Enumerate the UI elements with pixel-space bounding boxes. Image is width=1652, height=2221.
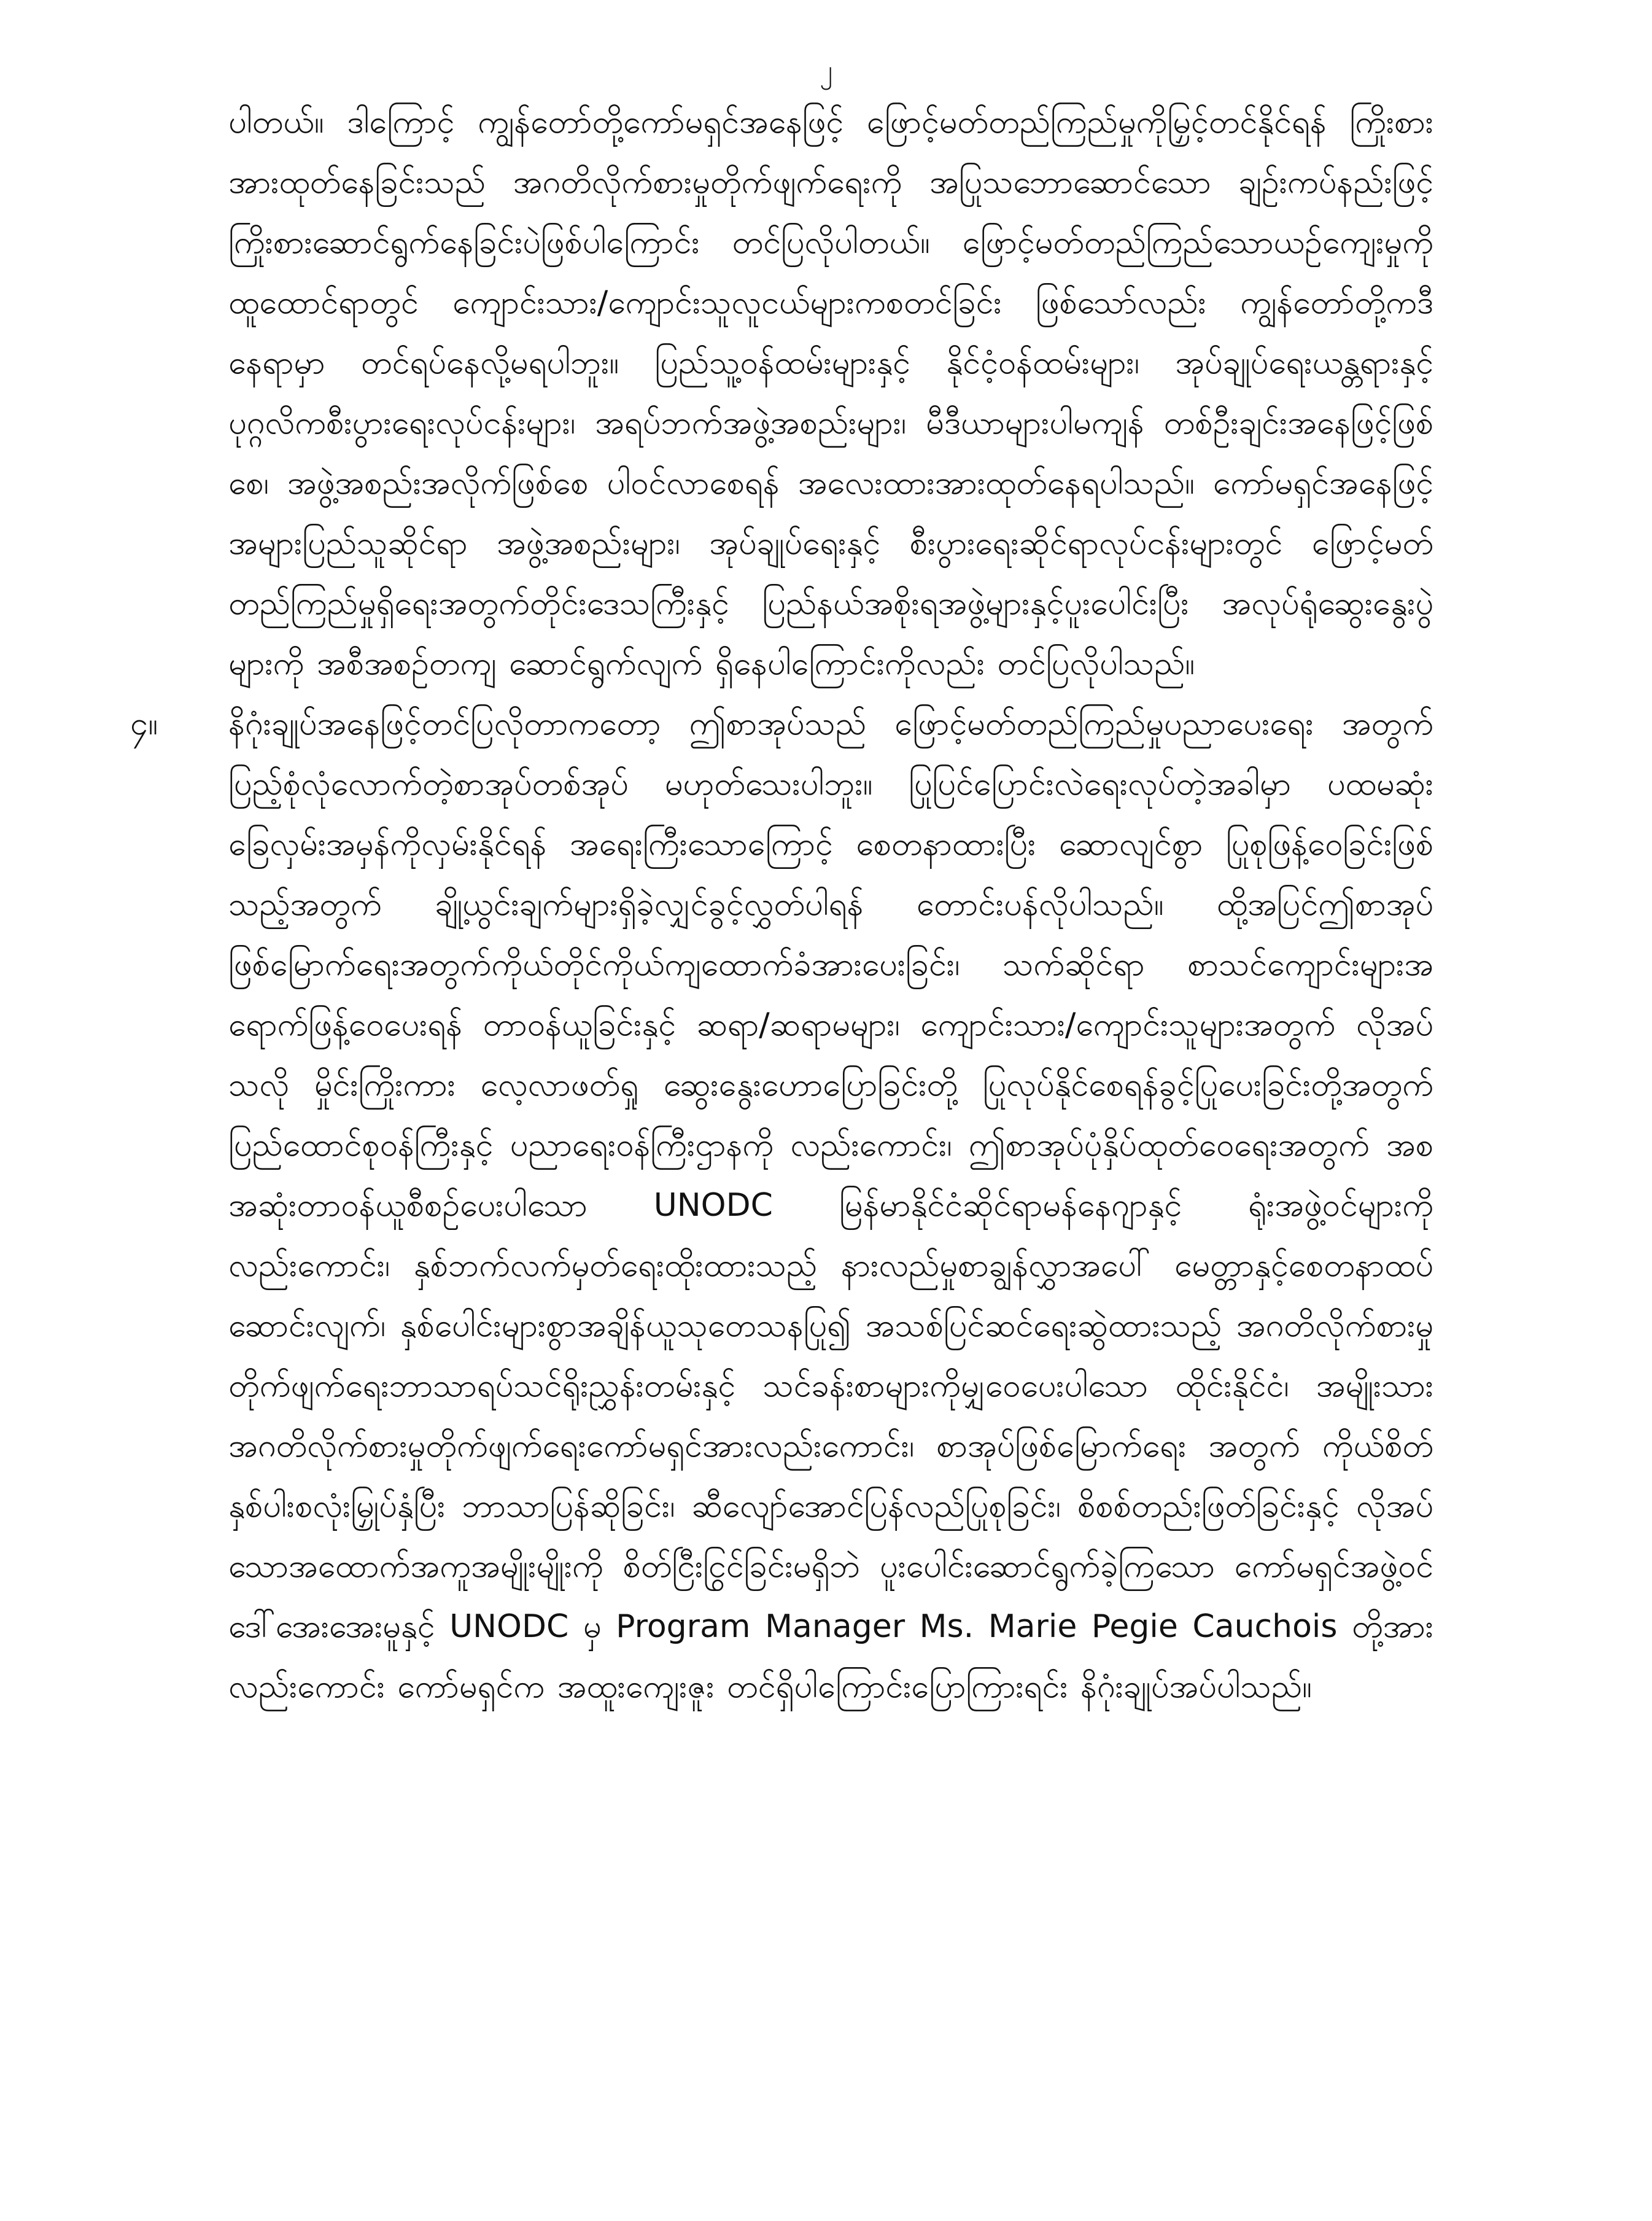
paragraph-text: နိဂုံးချုပ်အနေဖြင့်တင်ပြလိုတာကတော့ ဤစာအုပ်သည် ဖြောင့်မတ်တည်ကြည်မှုပညာပေးရေး အတွက် ပြည့်စုံလုံလောက်တဲ့စာအုပ်တစ်အုပ် မဟုတ်သေးပါဘူး။ ပြုပြင်ပြောင်းလဲရေးလုပ်တဲ့အခါမှာ ပထမဆုံးခြေလှမ်းအမှန်ကိုလှမ်းနိုင်ရန် အရေးကြီးသောကြောင့် စေတနာထားပြီး ဆောလျင်စွာ ပြုစုဖြန့်ဝေခြင်းဖြစ်သည့်အတွက် ချို့ယွင်းချက်များရှိခဲ့လျှင်ခွင့်လွှတ်ပါရန် တောင်းပန်လိုပါသည်။ ထို့အပြင်ဤစာအုပ်ဖြစ်မြောက်ရေးအတွက်ကိုယ်တိုင်ကိုယ်ကျထောက်ခံအားပေးခြင်း၊ သက်ဆိုင်ရာ စာသင်ကျောင်းများအရောက်ဖြန့်ဝေပေးရန် တာဝန်ယူခြင်းနှင့် ဆရာ/ဆရာမများ၊ ကျောင်းသား/ကျောင်းသူများအတွက် လိုအပ်သလို မှိုင်းကြိုးကား လေ့လာဖတ်ရှု ဆွေးနွေးဟောပြောခြင်းတို့ ပြုလုပ်နိုင်စေရန်ခွင့်ပြုပေးခြင်းတို့အတွက် ပြည်ထောင်စုဝန်ကြီးနှင့် ပညာရေးဝန်ကြီးဌာနကို လည်းကောင်း၊ ဤစာအုပ်ပုံနှိပ်ထုတ်ဝေရေးအတွက် အစအဆုံးတာဝန်ယူစီစဉ်ပေးပါသော UNODC မြန်မာနိုင်ငံဆိုင်ရာမန်နေဂျာနှင့် ရုံးအဖွဲ့ဝင်များကိုလည်းကောင်း၊ နှစ်ဘက်လက်မှတ်ရေးထိုးထားသည့် နားလည်မှုစာချွန်လွှာအပေါ် မေတ္တာနှင့်စေတနာထပ်ဆောင်းလျက်၊ နှစ်ပေါင်းများစွာအချိန်ယူသုတေသနပြု၍ အသစ်ပြင်ဆင်ရေးဆွဲထားသည့် အဂတိလိုက်စားမှု တိုက်ဖျက်ရေးဘာသာရပ်သင်ရိုးညွှန်းတမ်းနှင့် သင်ခန်းစာများကိုမျှဝေပေးပါသော ထိုင်းနိုင်ငံ၊ အမျိုးသားအဂတိလိုက်စားမှုတိုက်ဖျက်ရေးကော်မရှင်အားလည်းကောင်း၊ စာအုပ်ဖြစ်မြောက်ရေး အတွက် ကိုယ်စိတ်နှစ်ပါးစလုံးမြှုပ်နှံပြီး ဘာသာပြန်ဆိုခြင်း၊ ဆီလျော်အောင်ပြန်လည်ပြုစုခြင်း၊ စိစစ်တည်းဖြတ်ခြင်းနှင့် လိုအပ်သောအထောက်အကူအမျိုးမျိုးကို စိတ်ငြီးငြွင်ခြင်းမရှိဘဲ ပူးပေါင်းဆောင်ရွက်ခဲ့ကြသော ကော်မရှင်အဖွဲ့ဝင်ဒေါ်အေးအေးမူနှင့် UNODC မှ Program Manager Ms. Marie Pegie Cauchois တို့အားလည်းကောင်း ကော်မရှင်က အထူးကျေးဇူး တင်ရှိပါကြောင်းပြောကြားရင်း နိဂုံးချုပ်အပ်ပါသည်။	[228, 706, 1433, 1705]
paragraph-3-continuation	[228, 92, 1433, 694]
paragraph-text: ပါတယ်။ ဒါကြောင့် ကျွန်တော်တို့ကော်မရှင်အနေဖြင့် ဖြောင့်မတ်တည်ကြည်မှုကိုမြှင့်တင်နိုင်ရန် ကြိုးစားအားထုတ်နေခြင်းသည် အဂတိလိုက်စားမှုတိုက်ဖျက်ရေးကို အပြုသဘောဆောင်သော ချဉ်းကပ်နည်းဖြင့် ကြိုးစားဆောင်ရွက်နေခြင်းပဲဖြစ်ပါကြောင်း တင်ပြလိုပါတယ်။ ဖြောင့်မတ်တည်ကြည်သောယဉ်ကျေးမှုကိုထူထောင်ရာတွင် ကျောင်းသား/ကျောင်းသူလူငယ်များကစတင်ခြင်း ဖြစ်သော်လည်း ကျွန်တော်တို့ကဒီနေရာမှာ တင်ရပ်နေလို့မရပါဘူး။ ပြည်သူ့ဝန်ထမ်းများနှင့် နိုင်ငံ့ဝန်ထမ်းများ၊ အုပ်ချုပ်ရေးယန္တရားနှင့် ပုဂ္ဂလိကစီးပွားရေးလုပ်ငန်းများ၊ အရပ်ဘက်အဖွဲ့အစည်းများ၊ မီဒီယာများပါမကျန် တစ်ဦးချင်းအနေဖြင့်ဖြစ်စေ၊ အဖွဲ့အစည်းအလိုက်ဖြစ်စေ ပါဝင်လာစေရန် အလေးထားအားထုတ်နေရပါသည်။ ကော်မရှင်အနေဖြင့် အများပြည်သူဆိုင်ရာ အဖွဲ့အစည်းများ၊ အုပ်ချုပ်ရေးနှင့် စီးပွားရေးဆိုင်ရာလုပ်ငန်းများတွင် ဖြောင့်မတ်တည်ကြည်မှုရှိရေးအတွက်တိုင်းဒေသကြီးနှင့် ပြည်နယ်အစိုးရအဖွဲ့များနှင့်ပူးပေါင်းပြီး အလုပ်ရုံဆွေးနွေးပွဲများကို အစီအစဉ်တကျ ဆောင်ရွက်လျက် ရှိနေပါကြောင်းကိုလည်း တင်ပြလိုပါသည်။	[228, 104, 1433, 682]
document-body	[130, 92, 1433, 1717]
paragraph-number: ၄။	[130, 706, 158, 742]
page-number: ၂	[820, 55, 832, 85]
paragraph-4-conclusion	[130, 694, 1433, 1717]
